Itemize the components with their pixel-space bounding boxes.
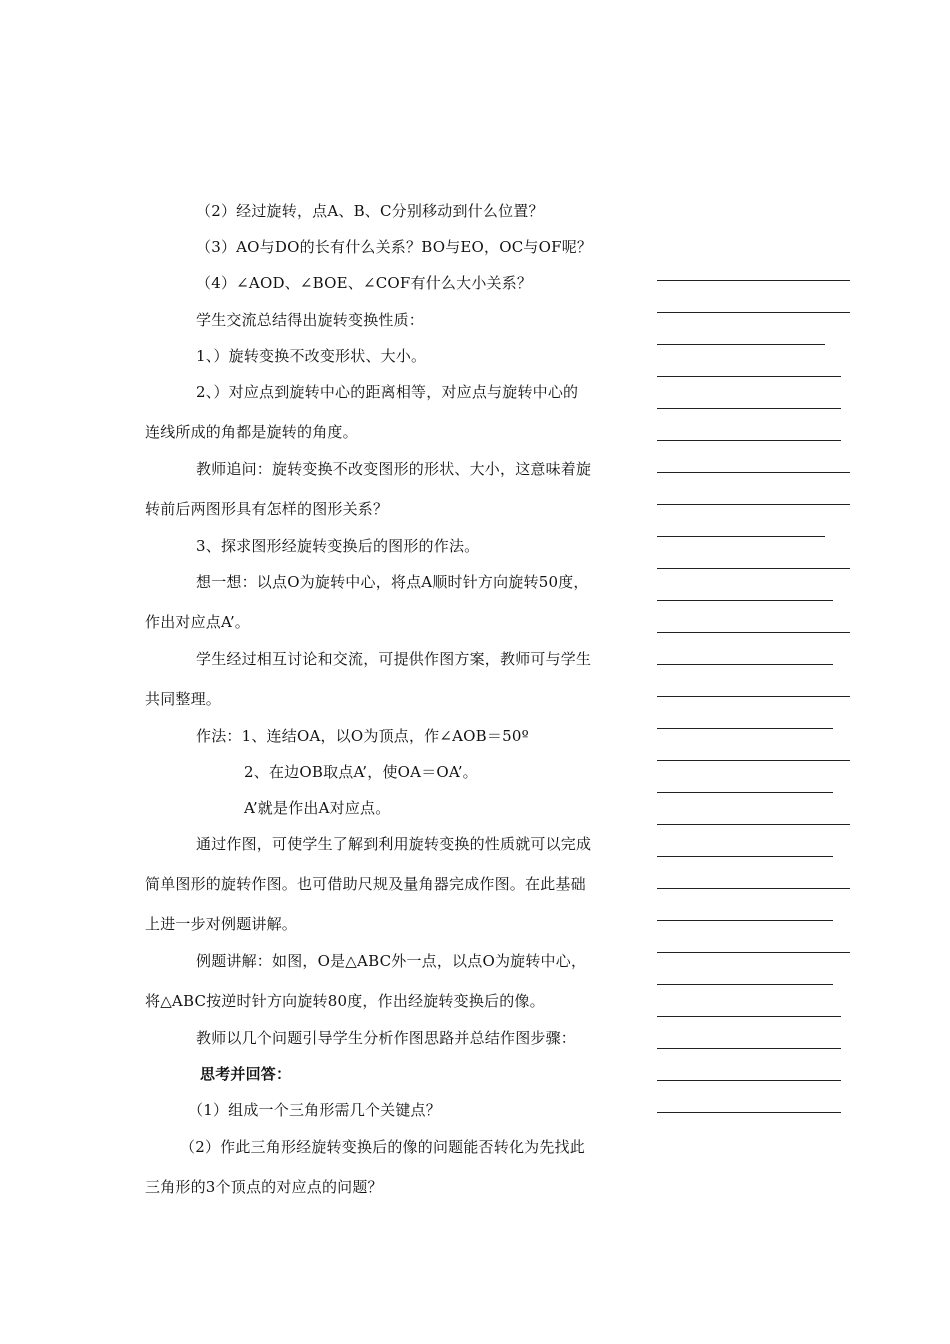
- note-line: [657, 696, 850, 697]
- note-line: [657, 600, 833, 601]
- property-2-line-2: 连线所成的角都是旋转的角度。: [145, 423, 358, 441]
- note-line: [657, 280, 850, 281]
- section-3-heading: 3、探求图形经旋转变换后的图形的作法。: [196, 537, 480, 555]
- construction-note-line-2: 简单图形的旋转作图。也可借助尺规及量角器完成作图。在此基础: [145, 875, 586, 893]
- method-step-2: 2、在边OB取点A’，使OA＝OA’。: [244, 763, 478, 781]
- note-line: [657, 568, 850, 569]
- question-2: （2）经过旋转，点A、B、C分别移动到什么位置？: [196, 202, 544, 220]
- discussion-line-2: 共同整理。: [145, 690, 222, 708]
- note-line: [657, 344, 825, 345]
- note-line: [657, 312, 850, 313]
- note-line: [657, 888, 850, 889]
- note-line: [657, 504, 850, 505]
- teacher-follow-up-line-1: 教师追问：旋转变换不改变图形的形状、大小，这意味着旋: [196, 460, 592, 478]
- example-line-1: 例题讲解：如图，O是△ABC外一点，以点O为旋转中心，: [196, 952, 587, 970]
- teacher-follow-up-line-2: 转前后两图形具有怎样的图形关系？: [145, 500, 389, 518]
- construction-note-line-3: 上进一步对例题讲解。: [145, 915, 298, 933]
- note-line: [657, 792, 833, 793]
- teacher-guidance: 教师以几个问题引导学生分析作图思路并总结作图步骤：: [196, 1029, 577, 1047]
- summary-intro: 学生交流总结得出旋转变换性质：: [196, 311, 425, 329]
- note-line: [657, 984, 833, 985]
- discussion-line-1: 学生经过相互讨论和交流，可提供作图方案，教师可与学生: [196, 650, 592, 668]
- property-2-line-1: 2、）对应点到旋转中心的距离相等，对应点与旋转中心的: [196, 383, 579, 401]
- note-line: [657, 1048, 841, 1049]
- note-line: [657, 472, 850, 473]
- construction-note-line-1: 通过作图，可使学生了解到利用旋转变换的性质就可以完成: [196, 835, 592, 853]
- example-line-2: 将△ABC按逆时针方向旋转80度，作出经旋转变换后的像。: [145, 992, 545, 1010]
- answer-question-2-line-2: 三角形的3个顶点的对应点的问题？: [145, 1178, 383, 1196]
- think-prompt-line-2: 作出对应点A’。: [145, 613, 250, 631]
- answer-question-1: （1）组成一个三角形需几个关键点？: [188, 1101, 441, 1119]
- note-line: [657, 1080, 841, 1081]
- think-prompt-line-1: 想一想：以点O为旋转中心，将点A顺时针方向旋转50度，: [196, 573, 589, 591]
- note-line: [657, 440, 841, 441]
- note-line: [657, 856, 833, 857]
- note-line: [657, 632, 850, 633]
- note-line: [657, 1112, 841, 1113]
- question-4: （4）∠AOD、∠BOE、∠COF有什么大小关系？: [196, 274, 533, 292]
- note-line: [657, 760, 850, 761]
- answer-question-2-line-1: （2）作此三角形经旋转变换后的像的问题能否转化为先找此: [180, 1138, 585, 1156]
- note-line: [657, 664, 833, 665]
- method-result: A’就是作出A对应点。: [244, 799, 391, 817]
- note-line: [657, 920, 833, 921]
- note-line: [657, 408, 841, 409]
- method-step-1: 作法：1、连结OA，以O为顶点，作∠AOB＝50º: [196, 727, 529, 745]
- note-line: [657, 376, 841, 377]
- note-line: [657, 824, 850, 825]
- property-1: 1、）旋转变换不改变形状、大小。: [196, 347, 427, 365]
- note-line: [657, 952, 850, 953]
- note-line: [657, 1016, 841, 1017]
- think-and-answer-heading: 思考并回答：: [200, 1065, 292, 1083]
- note-line: [657, 536, 825, 537]
- question-3: （3）AO与DO的长有什么关系？BO与EO，OC与OF呢？: [196, 238, 593, 256]
- note-line: [657, 728, 833, 729]
